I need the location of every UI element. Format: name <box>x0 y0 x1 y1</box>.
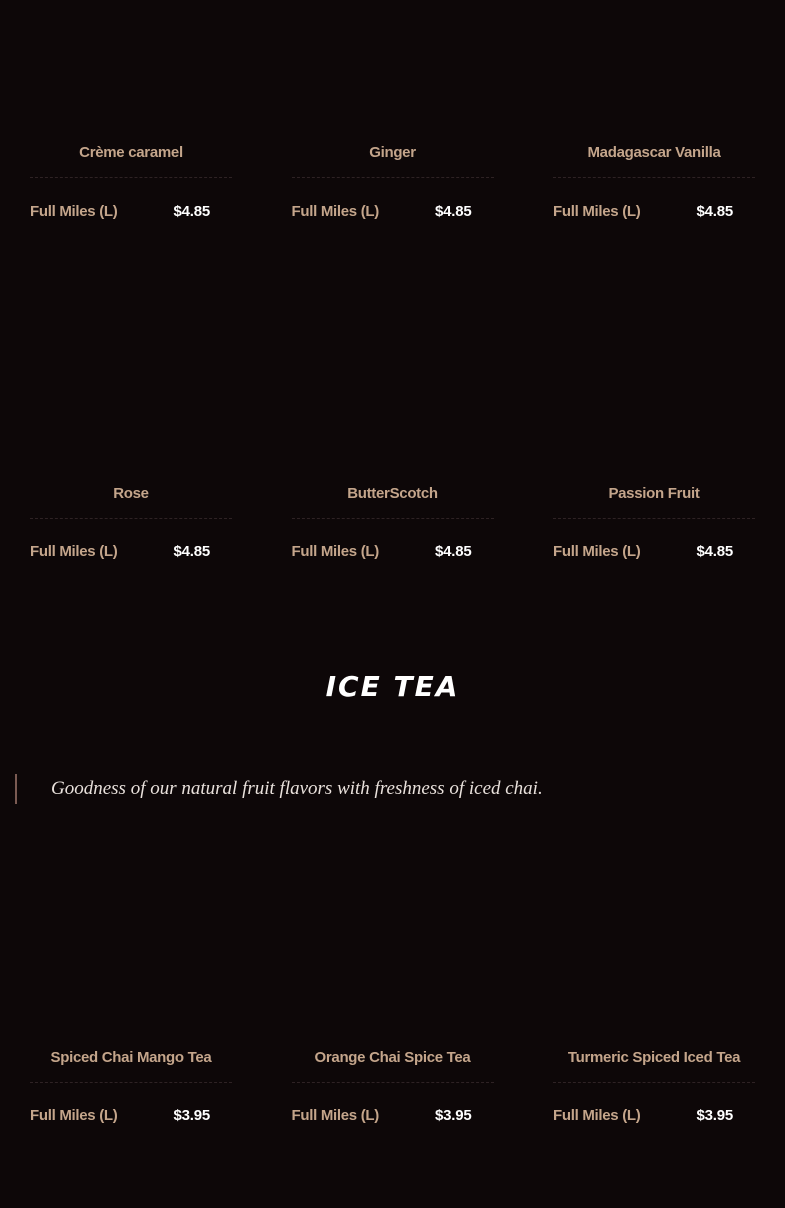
menu-item-ginger[interactable] <box>292 143 494 303</box>
item-name: Orange Chai Spice Tea <box>314 1049 471 1066</box>
item-name: Passion Fruit <box>608 485 700 502</box>
item-size: Full Miles (L) <box>30 203 118 220</box>
item-name: Crème caramel <box>79 144 183 161</box>
item-price: $3.95 <box>173 1107 210 1124</box>
menu-item-orange-chai-spice-tea[interactable] <box>292 1048 494 1208</box>
item-price: $4.85 <box>434 543 472 560</box>
item-name: Ginger <box>369 144 416 161</box>
item-price: $3.95 <box>434 1107 472 1124</box>
item-size: Full Miles (L) <box>291 1107 379 1124</box>
item-divider <box>553 518 755 519</box>
item-price: $4.85 <box>173 543 210 560</box>
item-size: Full Miles (L) <box>291 203 379 220</box>
menu-item-creme-caramel[interactable] <box>30 143 232 303</box>
item-price: $4.85 <box>173 203 210 220</box>
menu-item-madagascar-vanilla[interactable] <box>553 143 755 303</box>
item-divider <box>292 518 494 519</box>
item-divider <box>292 177 494 178</box>
menu-item-rose[interactable] <box>30 484 232 644</box>
menu-row-2 <box>30 484 755 644</box>
item-size: Full Miles (L) <box>553 1107 641 1124</box>
item-divider <box>30 518 232 519</box>
item-name: Turmeric Spiced Iced Tea <box>567 1049 741 1066</box>
menu-row-ice-tea <box>30 1048 755 1208</box>
item-name: Spiced Chai Mango Tea <box>50 1049 212 1066</box>
item-size: Full Miles (L) <box>30 1107 118 1124</box>
item-divider <box>30 1082 232 1083</box>
item-price: $4.85 <box>696 543 733 560</box>
item-price: $4.85 <box>434 203 472 220</box>
item-divider <box>30 177 232 178</box>
menu-item-butterscotch[interactable] <box>292 484 494 644</box>
item-name: ButterScotch <box>347 485 438 502</box>
menu-item-spiced-chai-mango-tea[interactable] <box>30 1048 232 1208</box>
menu-row-1 <box>30 143 755 303</box>
item-name: Rose <box>113 485 149 502</box>
item-divider <box>553 1082 755 1083</box>
item-divider <box>553 177 755 178</box>
item-price: $3.95 <box>696 1107 733 1124</box>
item-size: Full Miles (L) <box>553 203 641 220</box>
item-size: Full Miles (L) <box>291 543 379 560</box>
item-divider <box>292 1082 494 1083</box>
section-description: Goodness of our natural fruit flavors with freshness of iced chai. <box>51 778 543 799</box>
item-price: $4.85 <box>696 203 733 220</box>
section-title-ice-tea: ICE TEA <box>325 670 460 703</box>
item-name: Madagascar Vanilla <box>587 144 721 161</box>
menu-item-turmeric-spiced-iced-tea[interactable] <box>553 1048 755 1208</box>
item-size: Full Miles (L) <box>30 543 118 560</box>
quote-bar <box>15 774 17 804</box>
item-size: Full Miles (L) <box>553 543 641 560</box>
menu-item-passion-fruit[interactable] <box>553 484 755 644</box>
